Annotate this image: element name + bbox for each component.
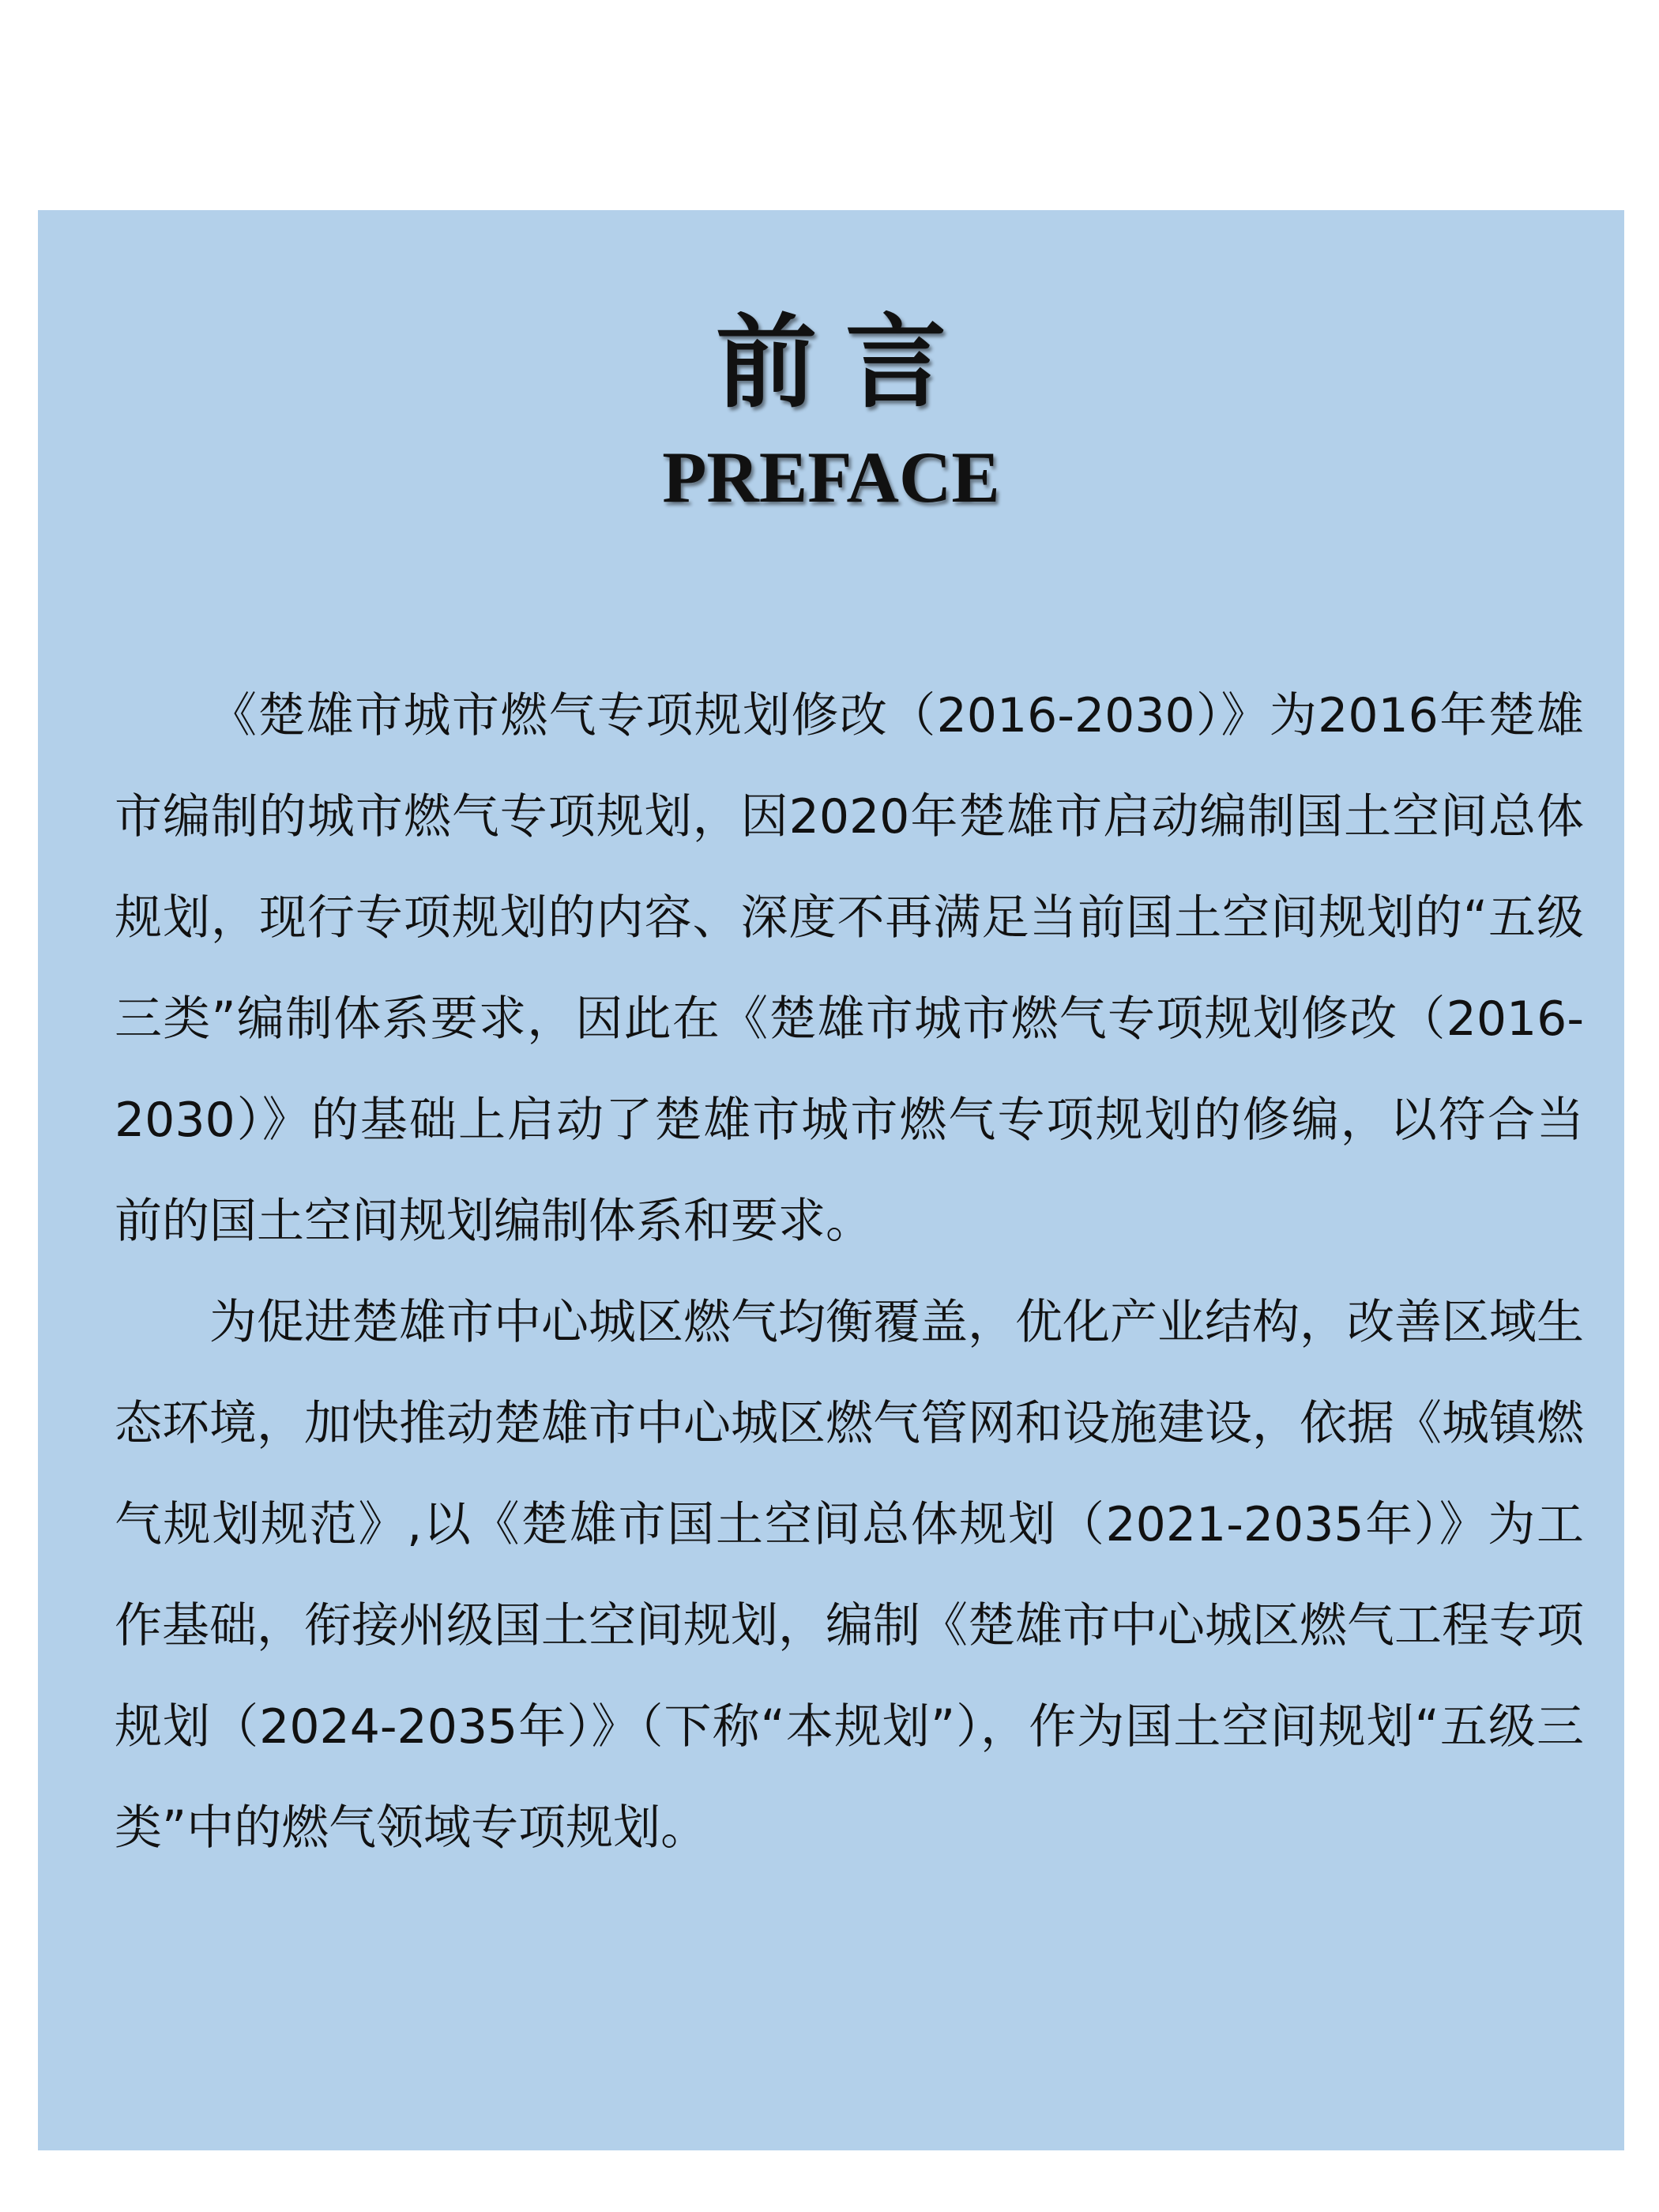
preface-title-chinese: 前言 (715, 304, 975, 422)
preface-title-english: PREFACE (662, 437, 1000, 517)
preface-body (115, 665, 1584, 1879)
preface-paragraph-1: 《楚雄市城市燃气专项规划修改（2016-2030）》为2016年楚雄市编制的城市燃气专项规划，因2020年楚雄市启动编制国土空间总体规划，现行专项规划的内容、深度不再满足当前国土空间规划的“五级三类”编制体系要求，因此在《楚雄市城市燃气专项规划修改（2016-2030）》的基础上启动了楚雄市城市燃气专项规划的修编，以符合当前的国土空间规划编制体系和要求。 (115, 688, 1584, 1249)
preface-paragraph-2: 为促进楚雄市中心城区燃气均衡覆盖，优化产业结构，改善区域生态环境，加快推动楚雄市中心城区燃气管网和设施建设，依据《城镇燃气规划规范》,以《楚雄市国土空间总体规划（2021-2035年）》为工作基础，衔接州级国土空间规划，编制《楚雄市中心城区燃气工程专项规划（2024-2035年）》（下称“本规划”），作为国土空间规划“五级三类”中的燃气领域专项规划。 (115, 1295, 1584, 1856)
preface-panel (38, 210, 1624, 2150)
